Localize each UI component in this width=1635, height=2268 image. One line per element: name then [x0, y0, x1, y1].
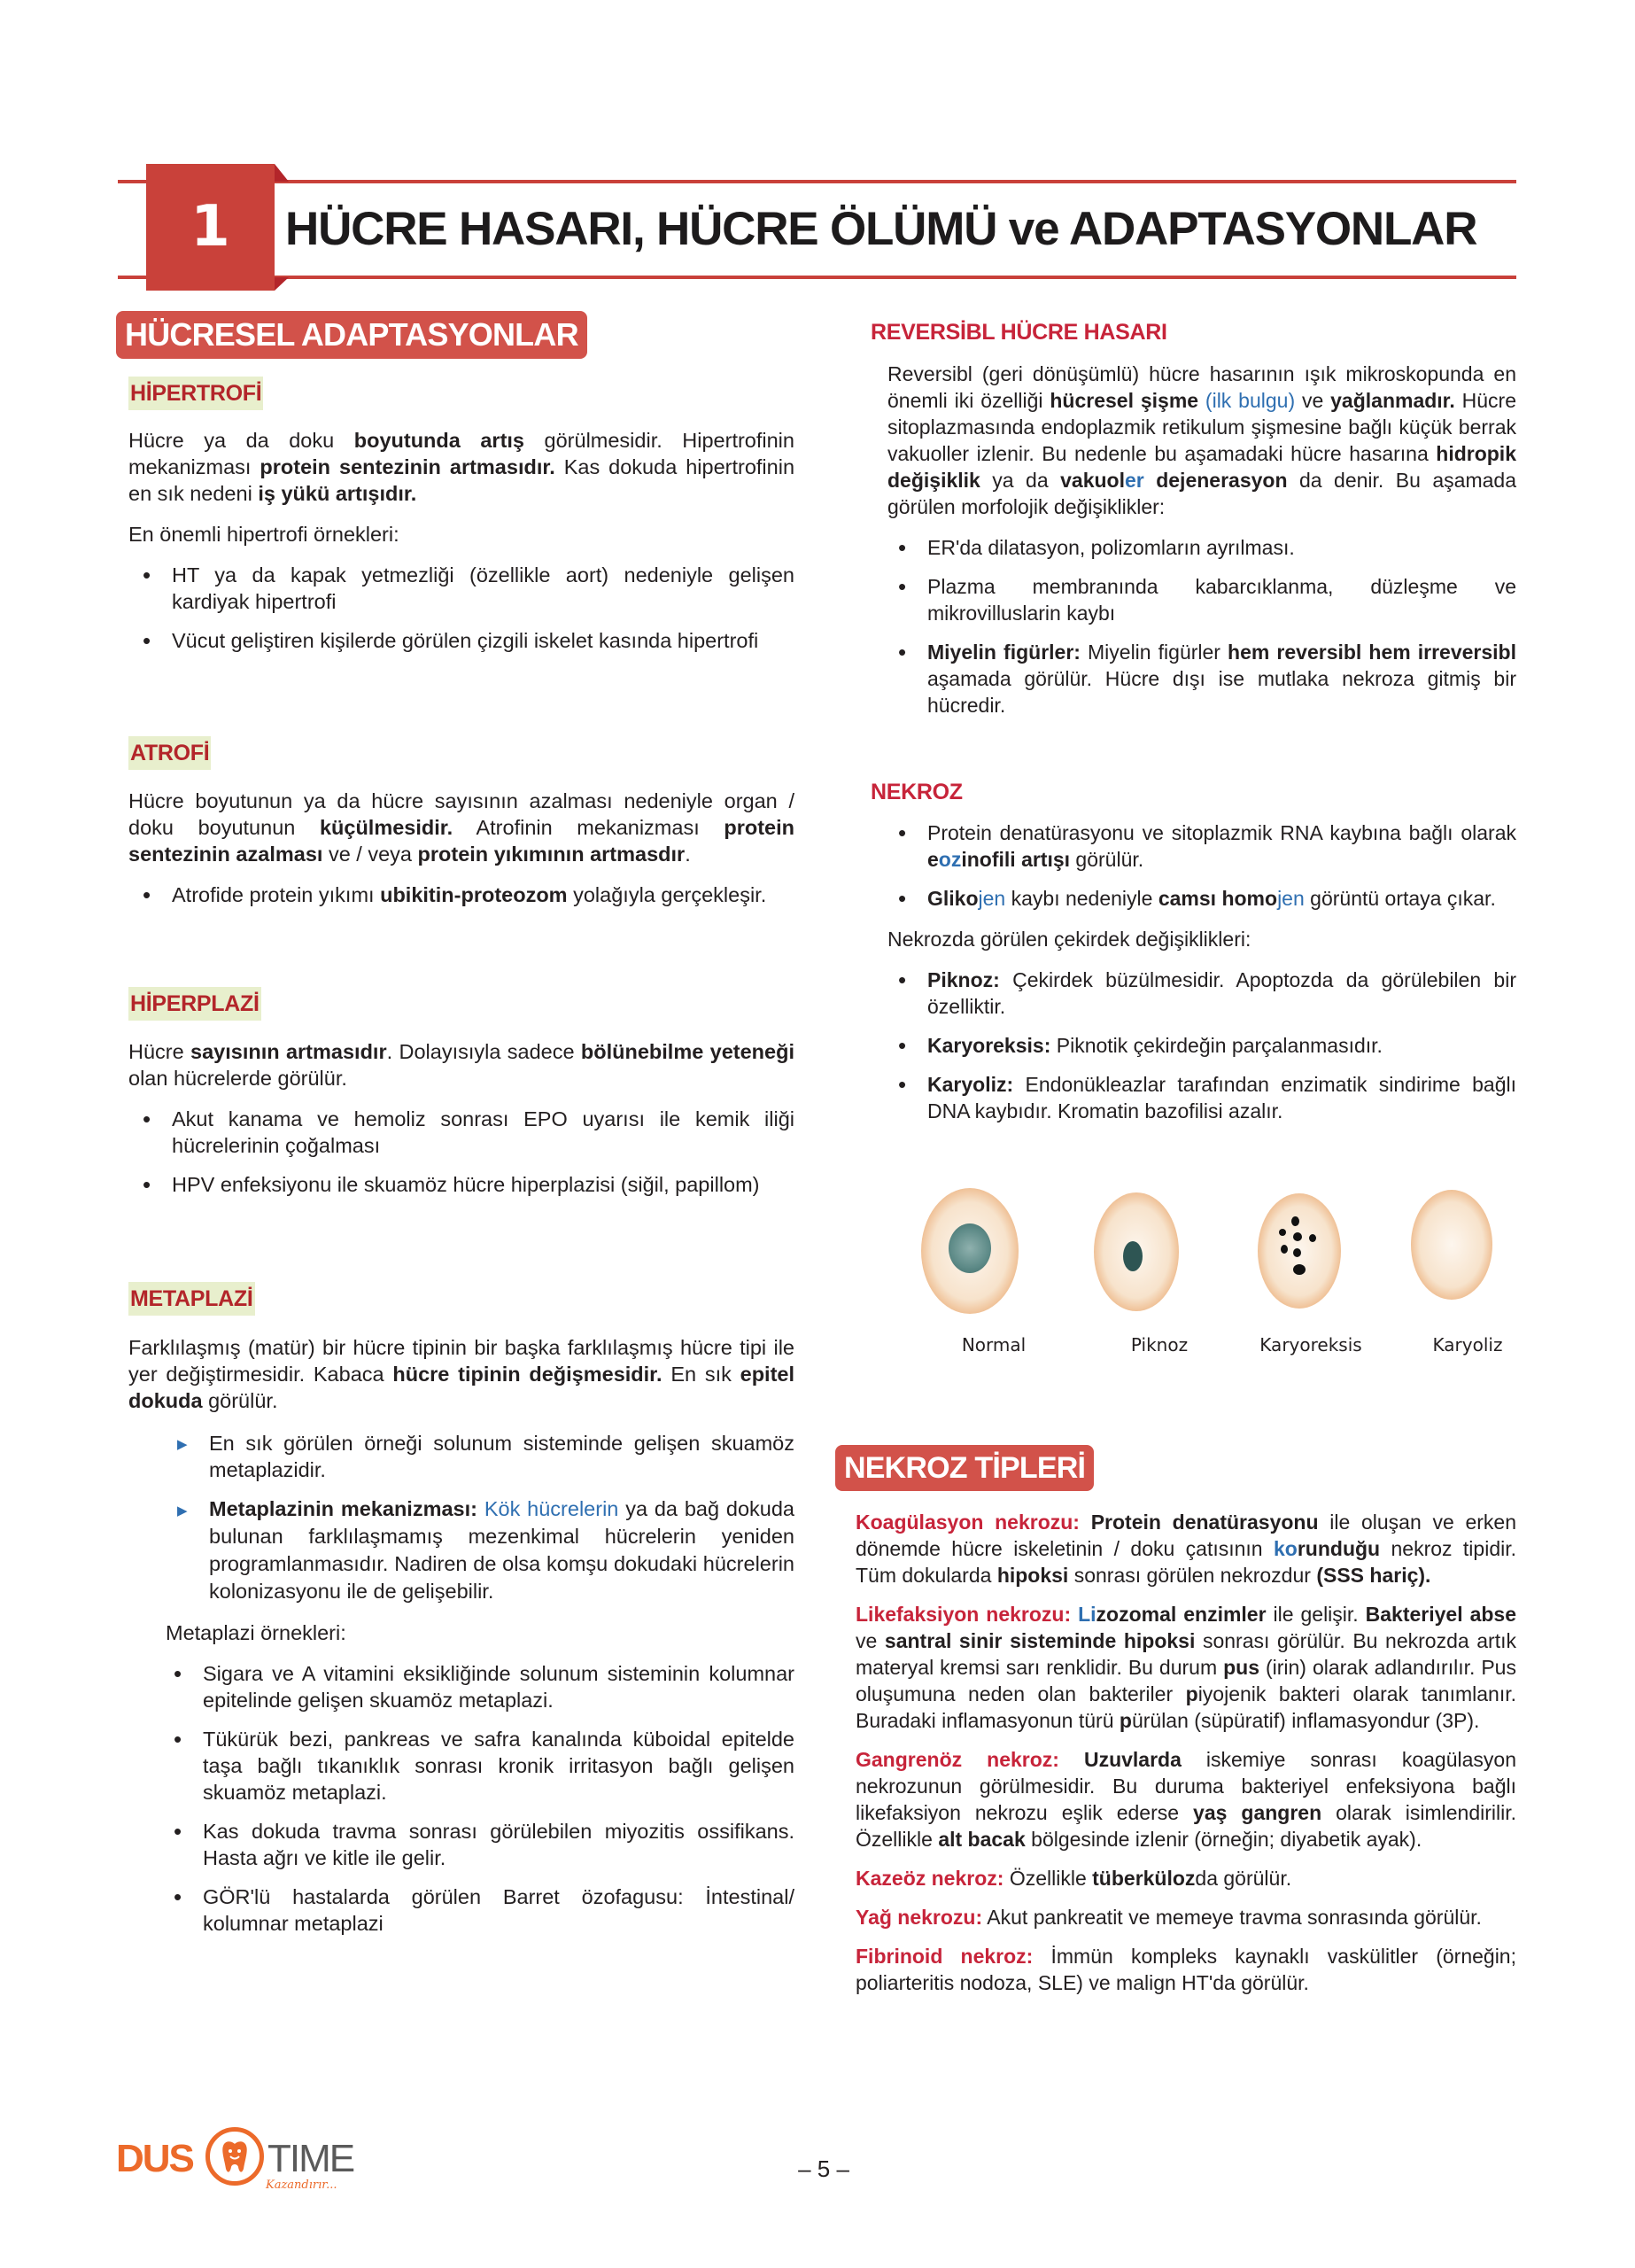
highlight-kok-hucreler: Kök hücrelerin — [484, 1497, 619, 1520]
koagulasyon-nekrozu: Koagülasyon nekrozu: Protein denatürasyonu ile oluşan ve erken dönemde hücre iskeletinin / doku çatısının korunduğu nekroz tipidir. Tüm dokularda hipoksi sonrası görülen nekrozdur (SSS hariç). — [856, 1511, 1516, 1587]
nekroz-nuclear-changes — [884, 967, 1516, 1124]
hipertrofi-definition: Hücre ya da doku boyutunda artış görülmesidir. Hipertrofinin mekanizması protein sentezinin artmasıdır. Kas dokuda hipertrofinin en sık nedeni iş yükü artışıdır. — [128, 429, 795, 505]
list-item: • Plazma membranında kabarcıklanma, düzleşme ve mikrovilluslarin kaybı — [884, 573, 1516, 626]
nekroz-features — [884, 819, 1516, 912]
nuclear-fragment — [1281, 1245, 1288, 1254]
nucleus-piknoz — [1123, 1241, 1143, 1271]
atrofi-bullets — [128, 882, 794, 908]
label-karyoreksis: Karyoreksis — [1259, 1334, 1362, 1355]
list-item: • Glikojen kaybı nedeniyle camsı homojen görüntü ortaya çıkar. — [884, 885, 1516, 912]
list-item: • HPV enfeksiyonu ile skuamöz hücre hiperplazisi (siğil, papillom) — [128, 1171, 794, 1198]
list-item: • Atrofide protein yıkımı ubikitin-proteozom yolağıyla gerçekleşir. — [128, 882, 794, 908]
list-item: • Tükürük bezi, pankreas ve safra kanalında küboidal epitelde taşa bağlı tıkanıklık sonrası kronik irritasyon bağlı gelişen skuamöz metaplazi. — [159, 1726, 794, 1806]
label-karyoliz: Karyoliz — [1432, 1334, 1503, 1355]
list-item: • Protein denatürasyonu ve sitoplazmik RNA kaybına bağlı olarak eozinofili artışı görülür. — [884, 819, 1516, 873]
kazeoz-nekroz: Kazeöz nekroz: Özellikle tüberkülozda görülür. — [856, 1867, 1292, 1890]
list-item: • HT ya da kapak yetmezliği (özellikle aort) nedeniyle gelişen kardiyak hipertrofi — [128, 562, 794, 615]
list-item: • Karyoliz: Endonükleazlar tarafından enzimatik sindirime bağlı DNA kaybıdır. Kromatin bazofilisi azalır. — [884, 1071, 1516, 1124]
section-hucresel-adaptasyonlar: HÜCRESEL ADAPTASYONLAR — [116, 311, 587, 359]
list-item: • Vücut geliştiren kişilerde görülen çizgili iskelet kasında hipertrofi — [128, 627, 794, 654]
logo-text-time: TIME — [267, 2137, 354, 2180]
nuclear-fragment — [1293, 1232, 1302, 1241]
chapter-title: HÜCRE HASARI, HÜCRE ÖLÜMÜ ve ADAPTASYONLAR — [285, 203, 1477, 255]
list-item: ▶ Metaplazinin mekanizması: Kök hücrelerin ya da bağ dokuda bulunan farklılaşmamış mezenkimal hücrelerin yeniden programlanmasıdır. Nadiren de olsa komşu dokudaki hücrelerin kolonizasyonu ile de gelişebilir. — [177, 1495, 794, 1605]
metaplazi-definition: Farklılaşmış (matür) bir hücre tipinin bir başka farklılaşmış hücre tipi ile yer değiştirmesidir. Kabaca hücre tipinin değişmesidir. En sık epitel dokuda görülür. — [128, 1336, 795, 1412]
nekroz-nuclear-intro: Nekrozda görülen çekirdek değişiklikleri: — [887, 928, 1251, 951]
tooth-icon — [205, 2127, 264, 2186]
cell-karyoliz-image — [1411, 1190, 1492, 1300]
cell-normal-image — [921, 1188, 1019, 1314]
hiperplazi-examples — [128, 1106, 794, 1198]
header-fold-top — [275, 164, 289, 182]
metaplazi-examples — [159, 1660, 794, 1937]
hiperplazi-definition: Hücre sayısının artmasıdır. Dolayısıyla sadece bölünebilme yeteneği olan hücrelerde görülür. — [128, 1040, 794, 1090]
label-normal: Normal — [961, 1334, 1027, 1355]
nucleus-normal — [949, 1223, 991, 1273]
cell-karyoreksis-image — [1258, 1193, 1341, 1309]
likefaksiyon-nekrozu: Likefaksiyon nekrozu: Lizozomal enzimler ile gelişir. Bakteriyel abse ve santral sinir sisteminde hipoksi sonrası görülür. Bu nekrozda artık materyal kremsi sarı renklidir. Bu durum pus (irin) olarak adlandırılır. Pus oluşumuna neden olan bakteriler piyojenik bakteri olarak tanımlanır. Buradaki inflamasyonun türü pürülan (süpüratif) inflamasyondur (3P). — [856, 1603, 1516, 1732]
list-item: • ER'da dilatasyon, polizomların ayrılması. — [884, 534, 1516, 561]
header-rule-top — [118, 180, 1516, 183]
nuclear-fragment — [1279, 1229, 1286, 1236]
heading-nekroz: NEKROZ — [871, 780, 963, 804]
label-metaplazi: METAPLAZİ — [128, 1282, 255, 1316]
chapter-number: 1 — [190, 194, 230, 260]
header-fold-bottom — [275, 277, 289, 291]
reversibl-changes — [884, 534, 1516, 718]
nuclear-fragment — [1291, 1216, 1299, 1226]
list-item: • Piknoz: Çekirdek büzülmesidir. Apoptozda da görülebilen bir özelliktir. — [884, 967, 1516, 1020]
label-piknoz: Piknoz — [1130, 1334, 1189, 1355]
nuclear-fragment — [1293, 1248, 1301, 1257]
nekroz-tipleri-text — [856, 1509, 1516, 1996]
label-hipertrofi: HİPERTROFİ — [128, 377, 263, 410]
list-item: • Miyelin figürler: Miyelin figürler hem reversibl hem irreversibl aşamada görülür. Hücre dışı ise mutlaka nekroza gitmiş bir hücredir. — [884, 639, 1516, 718]
reversibl-definition: Reversibl (geri dönüşümlü) hücre hasarının ışık mikroskopunda en önemli iki özelliği hücresel şişme (ilk bulgu) ve yağlanmadır. Hücre sitoplazmasında endoplazmik retikulum şişmesine bağlı küçük berrak vakuoller izlenir. Bu nedenle bu aşamadaki hücre hasarına hidropik değişiklik ya da vakuoler dejenerasyon da denir. Bu aşamada görülen morfolojik değişiklikler: — [887, 362, 1516, 518]
list-item: • Akut kanama ve hemoliz sonrası EPO uyarısı ile kemik iliği hücrelerinin çoğalması — [128, 1106, 794, 1159]
cell-piknoz-image — [1094, 1192, 1179, 1311]
list-item: • Kas dokuda travma sonrası görülebilen miyozitis ossifikans. Hasta ağrı ve kitle ile gelir. — [159, 1818, 794, 1871]
hipertrofi-examples — [128, 562, 794, 654]
logo-text-dus: DUS — [116, 2137, 193, 2180]
atrofi-text — [128, 788, 794, 908]
label-atrofi: ATROFİ — [128, 736, 211, 770]
nekroz-text — [887, 819, 1516, 1124]
metaplazi-text — [128, 1334, 794, 1937]
list-item: ▶ En sık görülen örneği solunum sisteminde gelişen skuamöz metaplazidir. — [177, 1430, 794, 1483]
nuclear-fragment — [1293, 1264, 1306, 1275]
atrofi-definition: Hücre boyutunun ya da hücre sayısının azalması nedeniyle organ / doku boyutunun küçülmesidir. Atrofinin mekanizması protein sentezinin azalması ve / veya protein yıkımının artmasdır. — [128, 789, 794, 866]
page-number: – 5 – — [798, 2155, 849, 2182]
hiperplazi-text — [128, 1038, 794, 1198]
heading-reversibl-hucre-hasari: REVERSİBL HÜCRE HASARI — [871, 320, 1167, 345]
hipertrofi-text — [128, 427, 794, 654]
label-hiperplazi: HİPERPLAZİ — [128, 987, 261, 1021]
section-nekroz-tipleri: NEKROZ TİPLERİ — [835, 1445, 1094, 1491]
metaplazi-notes — [177, 1430, 794, 1605]
header-rule-bottom — [118, 276, 1516, 279]
metaplazi-examples-intro: Metaplazi örnekleri: — [166, 1621, 346, 1644]
list-item: • Karyoreksis: Piknotik çekirdeğin parçalanmasıdır. — [884, 1032, 1516, 1059]
nuclear-fragment — [1309, 1234, 1316, 1242]
list-item: • GÖR'lü hastalarda görülen Barret özofagusu: İntestinal/ kolumnar metaplazi — [159, 1884, 794, 1937]
hipertrofi-intro: En önemli hipertrofi örnekleri: — [128, 523, 399, 546]
logo-tagline: Kazandırır... — [266, 2179, 337, 2192]
fibrinoid-nekroz: Fibrinoid nekroz: İmmün kompleks kaynaklı vaskülitler (örneğin; poliarteritis nodoza, SLE) ve malign HT'da görülür. — [856, 1945, 1516, 1994]
reversibl-text — [887, 361, 1516, 718]
list-item: • Sigara ve A vitamini eksikliğinde solunum sisteminin kolumnar epitelinde gelişen skuamöz metaplazi. — [159, 1660, 794, 1713]
yag-nekrozu: Yağ nekrozu: Akut pankreatit ve memeye travma sonrasında görülür. — [856, 1906, 1482, 1929]
gangrenoz-nekroz: Gangrenöz nekroz: Uzuvlarda iskemiye sonrası koagülasyon nekrozunun görülmesidir. Bu duruma bakteriyel enfeksiyona bağlı likefaksiyon nekrozu eşlik ederse yaş gangren olarak isimlendirilir. Özellikle alt bacak bölgesinde izlenir (örneğin; diyabetik ayak). — [856, 1748, 1517, 1851]
